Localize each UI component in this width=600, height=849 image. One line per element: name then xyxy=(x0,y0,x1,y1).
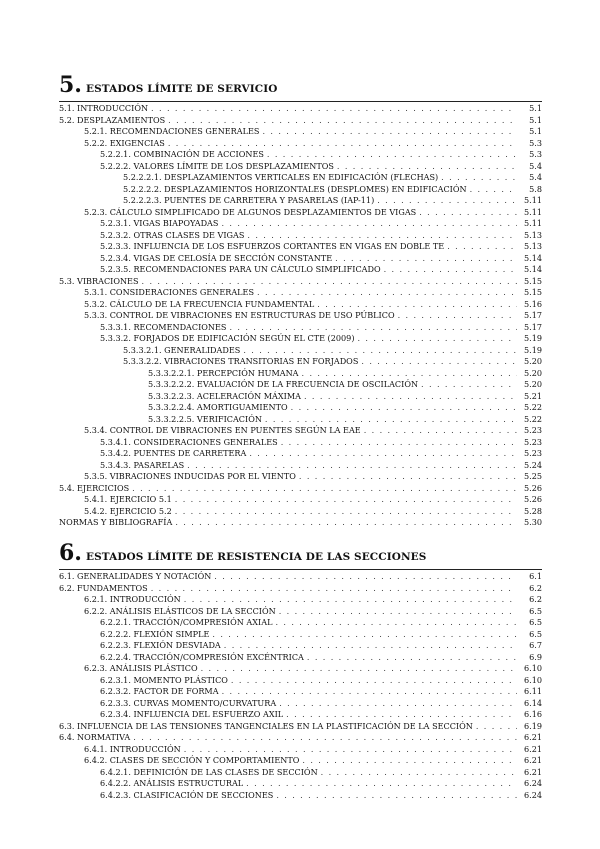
toc-entry-page: 6.11 xyxy=(523,686,542,696)
toc-entry-title: 6.2.2.3. FLEXIÓN DESVIADA xyxy=(100,640,221,650)
toc-entry-title: 6.4. NORMATIVA xyxy=(59,732,131,742)
toc-entry-page: 5.20 xyxy=(523,379,542,389)
dot-leader xyxy=(184,594,517,606)
toc-entry[interactable] xyxy=(59,583,542,595)
dot-leader xyxy=(476,721,517,733)
toc-entry[interactable] xyxy=(59,310,542,322)
toc-entry[interactable] xyxy=(59,790,542,802)
toc-entry[interactable] xyxy=(59,414,542,426)
toc-entry-page: 5.17 xyxy=(523,310,542,320)
dot-leader xyxy=(231,675,517,687)
toc-entry-page: 5.1 xyxy=(529,103,542,113)
toc-entry-title: 6.2.2.2. FLEXIÓN SIMPLE xyxy=(100,628,210,639)
toc-entry-page: 5.23 xyxy=(523,448,542,458)
dot-leader xyxy=(470,184,517,196)
toc-entry-page: 5.4 xyxy=(529,160,542,171)
toc-entry-page: 6.24 xyxy=(523,789,542,800)
dot-leader xyxy=(357,333,517,345)
toc-entry-page: 5.1 xyxy=(529,126,542,136)
toc-entry-page: 5.16 xyxy=(523,298,542,309)
dot-leader xyxy=(168,115,517,127)
toc-entry-title: 6.4.1. INTRODUCCIÓN xyxy=(84,743,181,754)
toc-entry-page: 5.28 xyxy=(523,505,542,516)
toc-entry-page: 5.26 xyxy=(523,494,542,504)
toc-entry-page: 5.13 xyxy=(523,241,542,251)
toc-entry-title: 5.3.4. CONTROL DE VIBRACIONES EN PUENTES SEGÚN LA EAE xyxy=(84,425,361,435)
toc-entry-title: 5.3.3.2.2.1. PERCEPCIÓN HUMANA xyxy=(148,367,299,378)
dot-leader xyxy=(276,790,517,802)
dot-leader xyxy=(184,744,517,756)
toc-entry-page: 6.24 xyxy=(523,778,542,788)
dot-leader xyxy=(262,126,517,138)
toc-entry[interactable] xyxy=(59,126,542,138)
toc-entry-page: 5.13 xyxy=(523,229,542,240)
toc-entry[interactable] xyxy=(59,721,542,733)
toc-entry-title: 6.1. GENERALIDADES Y NOTACIÓN xyxy=(59,571,212,581)
toc-entry-title: 5.2.3.2. OTRAS CLASES DE VIGAS xyxy=(100,229,245,240)
dot-leader xyxy=(132,483,517,495)
dot-leader xyxy=(175,506,517,518)
toc-entry-page: 6.21 xyxy=(523,732,542,742)
toc-entry[interactable] xyxy=(59,606,542,618)
toc-entry-title: 6.4.2. CLASES DE SECCIÓN Y COMPORTAMIENTO xyxy=(84,755,300,765)
toc-entry[interactable] xyxy=(59,425,542,437)
dot-leader xyxy=(175,517,517,529)
toc-entry-title: 5.2.2. EXIGENCIAS xyxy=(84,137,165,148)
toc-entry[interactable] xyxy=(59,115,542,127)
chapter-title: ESTADOS LÍMITE DE RESISTENCIA DE LAS SECCIONES xyxy=(85,551,427,563)
toc-entry-page: 5.19 xyxy=(523,333,542,343)
dot-leader xyxy=(224,640,517,652)
dot-leader xyxy=(168,138,517,150)
dot-leader xyxy=(214,571,517,583)
toc-entry[interactable] xyxy=(59,345,542,357)
dot-leader xyxy=(221,218,517,230)
dot-leader xyxy=(175,494,517,506)
toc-entry-title: 5.2.1. RECOMENDACIONES GENERALES xyxy=(84,126,260,136)
toc-entry-title: 5.3. VIBRACIONES xyxy=(59,275,139,286)
toc-entry-page: 6.21 xyxy=(523,743,542,754)
dot-leader xyxy=(151,103,517,115)
dot-leader xyxy=(151,583,517,595)
toc-entry[interactable] xyxy=(59,138,542,150)
toc-entry-title: 5.3.3.2.2.2. EVALUACIÓN DE LA FRECUENCIA DE OSCILACIÓN xyxy=(148,379,419,389)
chapter-number: 6. xyxy=(59,540,82,566)
chapter-5-heading xyxy=(59,74,542,98)
toc-entry-page: 6.9 xyxy=(529,651,542,662)
toc-entry[interactable] xyxy=(59,675,542,687)
toc-entry-page: 5.22 xyxy=(523,413,542,424)
toc-entry[interactable] xyxy=(59,494,542,506)
toc-entry[interactable] xyxy=(59,755,542,767)
dot-leader xyxy=(335,253,517,265)
toc-entry-title: 5.3.3.2.2.5. VERIFICACIÓN xyxy=(148,413,262,424)
dot-leader xyxy=(187,460,517,472)
toc-entry-page: 5.17 xyxy=(523,321,542,332)
toc-entry-page: 6.21 xyxy=(523,755,542,765)
toc-entry[interactable] xyxy=(59,652,542,664)
toc-entry[interactable] xyxy=(59,172,542,184)
toc-entry-title: 5.3.3.2.2.4. AMORTIGUAMIENTO xyxy=(148,402,288,412)
toc-entry-title: 5.2.3.3. INFLUENCIA DE LOS ESFUERZOS CORTANTES EN VIGAS EN DOBLE TE xyxy=(100,241,445,251)
toc-entry-page: 5.20 xyxy=(523,367,542,378)
toc-entry-title: 5.2.3.4. VIGAS DE CELOSÍA DE SECCIÓN CONSTANTE xyxy=(100,252,333,263)
toc-entry-title: 5.3.3.2. FORJADOS DE EDIFICACIÓN SEGÚN EL CTE (2009) xyxy=(100,333,355,343)
toc-entry-title: 6.4.2.1. DEFINICIÓN DE LAS CLASES DE SECCIÓN xyxy=(100,766,318,777)
chapter-5-toc-list xyxy=(59,103,542,529)
toc-entry[interactable] xyxy=(59,471,542,483)
chapter-6-section xyxy=(59,542,542,801)
toc-entry-page: 6.21 xyxy=(523,766,542,777)
dot-leader xyxy=(267,149,517,161)
dot-leader xyxy=(229,322,517,334)
toc-entry-title: 5.1. INTRODUCCIÓN xyxy=(59,103,149,113)
toc-entry[interactable] xyxy=(59,287,542,299)
toc-entry-title: 6.2. FUNDAMENTOS xyxy=(59,582,148,593)
toc-entry[interactable] xyxy=(59,241,542,253)
toc-entry[interactable] xyxy=(59,149,542,161)
toc-entry[interactable] xyxy=(59,437,542,449)
dot-leader xyxy=(419,207,517,219)
toc-entry-title: 6.2.2.4. TRACCIÓN/COMPRESIÓN EXCÉNTRICA xyxy=(100,651,304,662)
toc-entry-title: 5.3.5. VIBRACIONES INDUCIDAS POR EL VIENTO xyxy=(84,471,296,481)
dot-leader xyxy=(265,414,517,426)
dot-leader xyxy=(302,368,517,380)
toc-entry-page: 5.21 xyxy=(523,390,542,401)
toc-entry-title: 5.2.2.2.1. DESPLAZAMIENTOS VERTICALES EN EDIFICACIÓN (FLECHAS) xyxy=(123,172,439,182)
toc-entry[interactable] xyxy=(59,253,542,265)
dot-leader xyxy=(279,698,517,710)
toc-entry-page: 6.2 xyxy=(529,594,542,604)
toc-entry-title: 6.3. INFLUENCIA DE LAS TENSIONES TANGENCIALES EN LA PLASTIFICACIÓN DE LA SECCIÓN xyxy=(59,720,473,731)
dot-leader xyxy=(281,437,517,449)
toc-entry[interactable] xyxy=(59,460,542,472)
toc-entry-title: 6.4.2.3. CLASIFICACIÓN DE SECCIONES xyxy=(100,789,274,800)
toc-entry-title: 6.2.3.2. FACTOR DE FORMA xyxy=(100,686,219,696)
toc-entry[interactable] xyxy=(59,663,542,675)
toc-entry-page: 5.3 xyxy=(529,149,542,159)
toc-entry-title: 5.3.3. CONTROL DE VIBRACIONES EN ESTRUCTURAS DE USO PÚBLICO xyxy=(84,310,395,320)
toc-entry[interactable] xyxy=(59,594,542,606)
toc-entry-page: 5.11 xyxy=(523,206,542,217)
toc-entry-title: 6.2.3.1. MOMENTO PLÁSTICO xyxy=(100,674,228,685)
dot-leader xyxy=(441,172,517,184)
toc-entry-page: 6.7 xyxy=(529,640,542,650)
toc-entry-title: 5.4.1. EJERCICIO 5.1 xyxy=(84,494,172,504)
toc-entry-page: 6.1 xyxy=(529,571,542,581)
toc-entry-title: NORMAS Y BIBLIOGRAFÍA xyxy=(59,517,173,527)
toc-entry[interactable] xyxy=(59,195,542,207)
dot-leader xyxy=(307,652,517,664)
toc-entry[interactable] xyxy=(59,448,542,460)
toc-entry-page: 5.8 xyxy=(529,183,542,194)
dot-leader xyxy=(421,379,517,391)
toc-entry[interactable] xyxy=(59,629,542,641)
dot-leader xyxy=(246,778,517,790)
dot-leader xyxy=(257,287,517,299)
toc-entry[interactable] xyxy=(59,709,542,721)
toc-entry-page: 6.2 xyxy=(529,582,542,593)
toc-entry-title: 5.2.3.1. VIGAS BIAPOYADAS xyxy=(100,218,219,228)
toc-entry-title: 5.3.3.2.2. VIBRACIONES TRANSITORIAS EN FORJADOS xyxy=(123,356,359,366)
dot-leader xyxy=(377,195,517,207)
toc-entry[interactable] xyxy=(59,299,542,311)
toc-entry[interactable] xyxy=(59,356,542,368)
toc-entry[interactable] xyxy=(59,161,542,173)
dot-leader xyxy=(201,663,517,675)
chapter-6-toc-list xyxy=(59,571,542,801)
dot-leader xyxy=(222,686,517,698)
toc-entry-page: 6.10 xyxy=(523,663,542,673)
toc-entry[interactable] xyxy=(59,103,542,115)
toc-entry[interactable] xyxy=(59,322,542,334)
toc-entry-page: 5.14 xyxy=(523,252,542,263)
toc-entry-title: 5.3.3.2.1. GENERALIDADES xyxy=(123,344,241,355)
toc-entry[interactable] xyxy=(59,698,542,710)
chapter-number: 5. xyxy=(59,72,82,98)
chapter-6-heading xyxy=(59,542,542,566)
toc-entry-title: 5.4. EJERCICIOS xyxy=(59,482,130,493)
dot-leader xyxy=(384,264,517,276)
dot-leader xyxy=(249,448,517,460)
toc-entry[interactable] xyxy=(59,744,542,756)
toc-entry[interactable] xyxy=(59,184,542,196)
toc-entry-title: 5.2.3. CÁLCULO SIMPLIFICADO DE ALGUNOS DESPLAZAMIENTOS DE VIGAS xyxy=(84,206,417,217)
toc-entry-page: 6.16 xyxy=(523,709,542,719)
toc-entry-title: 5.3.3.2.2.3. ACELERACIÓN MÁXIMA xyxy=(148,390,301,401)
chapter-title: ESTADOS LÍMITE DE SERVICIO xyxy=(85,83,278,95)
toc-entry-title: 6.2.3. ANÁLISIS PLÁSTICO xyxy=(84,663,198,673)
toc-entry[interactable] xyxy=(59,686,542,698)
dot-leader xyxy=(243,345,517,357)
toc-entry-page: 6.5 xyxy=(529,628,542,639)
toc-entry[interactable] xyxy=(59,391,542,403)
dot-leader xyxy=(133,732,517,744)
toc-entry[interactable] xyxy=(59,333,542,345)
dot-leader xyxy=(286,709,517,721)
toc-entry[interactable] xyxy=(59,218,542,230)
toc-entry-title: 6.2.3.3. CURVAS MOMENTO/CURVATURA xyxy=(100,697,277,708)
dot-leader xyxy=(361,356,517,368)
toc-entry-page: 5.4 xyxy=(529,172,542,182)
toc-entry-page: 6.5 xyxy=(529,617,542,627)
dot-leader xyxy=(212,629,517,641)
toc-entry-title: 6.2.2. ANÁLISIS ELÁSTICOS DE LA SECCIÓN xyxy=(84,605,276,616)
toc-entry-title: 6.2.1. INTRODUCCIÓN xyxy=(84,594,181,604)
toc-entry-page: 6.5 xyxy=(529,605,542,616)
dot-leader xyxy=(317,299,517,311)
dot-leader xyxy=(302,755,517,767)
dot-leader xyxy=(247,230,517,242)
toc-entry-page: 5.15 xyxy=(523,287,542,297)
toc-entry-page: 5.11 xyxy=(523,195,542,205)
dot-leader xyxy=(447,241,517,253)
dot-leader xyxy=(299,471,517,483)
toc-entry-page: 5.1 xyxy=(529,114,542,125)
toc-entry-page: 5.3 xyxy=(529,137,542,148)
toc-entry[interactable] xyxy=(59,617,542,629)
toc-entry-page: 5.23 xyxy=(523,425,542,435)
toc-entry[interactable] xyxy=(59,571,542,583)
toc-entry-page: 5.25 xyxy=(523,471,542,481)
toc-entry[interactable] xyxy=(59,402,542,414)
toc-entry-title: 5.3.4.2. PUENTES DE CARRETERA xyxy=(100,448,247,458)
toc-entry-page: 5.15 xyxy=(523,275,542,286)
dot-leader xyxy=(279,606,517,618)
toc-entry-title: 5.3.1. CONSIDERACIONES GENERALES xyxy=(84,287,254,297)
toc-entry-page: 5.20 xyxy=(523,356,542,366)
toc-entry[interactable] xyxy=(59,379,542,391)
toc-entry[interactable] xyxy=(59,230,542,242)
toc-entry-title: 6.4.2.2. ANÁLISIS ESTRUCTURAL xyxy=(100,778,244,788)
toc-entry-title: 5.2.3.5. RECOMENDACIONES PARA UN CÁLCULO SIMPLIFICADO xyxy=(100,264,381,274)
toc-entry-title: 5.3.2. CÁLCULO DE LA FRECUENCIA FUNDAMENTAL xyxy=(84,298,315,309)
toc-entry[interactable] xyxy=(59,368,542,380)
toc-entry-title: 5.4.2. EJERCICIO 5.2 xyxy=(84,505,172,516)
toc-entry[interactable] xyxy=(59,778,542,790)
toc-entry-page: 5.26 xyxy=(523,482,542,493)
toc-entry-title: 5.2.2.2.2. DESPLAZAMIENTOS HORIZONTALES (DESPLOMES) EN EDIFICACIÓN xyxy=(123,183,467,194)
dot-leader xyxy=(142,276,517,288)
toc-entry-page: 6.19 xyxy=(523,720,542,731)
dot-leader xyxy=(291,402,517,414)
toc-entry-page: 5.11 xyxy=(523,218,542,228)
toc-entry[interactable] xyxy=(59,264,542,276)
toc-entry-title: 6.2.2.1. TRACCIÓN/COMPRESIÓN AXIAL xyxy=(100,617,273,627)
dot-leader xyxy=(398,310,517,322)
toc-entry[interactable] xyxy=(59,483,542,495)
toc-entry-page: 5.30 xyxy=(523,517,542,527)
toc-entry-title: 6.2.3.4. INFLUENCIA DEL ESFUERZO AXIL xyxy=(100,709,284,719)
dot-leader xyxy=(321,767,517,779)
chapter-divider xyxy=(59,569,542,570)
toc-entry-title: 5.3.3.1. RECOMENDACIONES xyxy=(100,321,227,332)
dot-leader xyxy=(275,617,517,629)
toc-entry-page: 5.22 xyxy=(523,402,542,412)
dot-leader xyxy=(304,391,517,403)
toc-entry-title: 5.2.2.1. COMBINACIÓN DE ACCIONES xyxy=(100,149,264,159)
toc-entry[interactable] xyxy=(59,207,542,219)
dot-leader xyxy=(337,161,517,173)
toc-entry-title: 5.2.2.2. VALORES LÍMITE DE LOS DESPLAZAMIENTOS xyxy=(100,160,334,171)
chapter-5-section xyxy=(59,74,542,529)
toc-entry[interactable] xyxy=(59,506,542,518)
toc-entry[interactable] xyxy=(59,276,542,288)
chapter-divider xyxy=(59,101,542,102)
toc-entry-page: 5.14 xyxy=(523,264,542,274)
toc-entry[interactable] xyxy=(59,732,542,744)
toc-entry-title: 5.3.4.1. CONSIDERACIONES GENERALES xyxy=(100,436,278,447)
toc-entry-page: 6.14 xyxy=(523,697,542,708)
toc-entry-title: 5.2. DESPLAZAMIENTOS xyxy=(59,114,166,125)
toc-entry-page: 5.23 xyxy=(523,436,542,447)
toc-entry[interactable] xyxy=(59,767,542,779)
toc-entry-title: 5.3.4.3. PASARELAS xyxy=(100,459,185,470)
dot-leader xyxy=(364,425,517,437)
toc-entry-page: 5.24 xyxy=(523,459,542,470)
toc-entry[interactable] xyxy=(59,640,542,652)
toc-entry-title: 5.2.2.2.3. PUENTES DE CARRETERA Y PASARELAS (IAP-11) xyxy=(123,195,375,205)
toc-entry[interactable] xyxy=(59,517,542,529)
toc-entry-page: 5.19 xyxy=(523,344,542,355)
toc-entry-page: 6.10 xyxy=(523,674,542,685)
